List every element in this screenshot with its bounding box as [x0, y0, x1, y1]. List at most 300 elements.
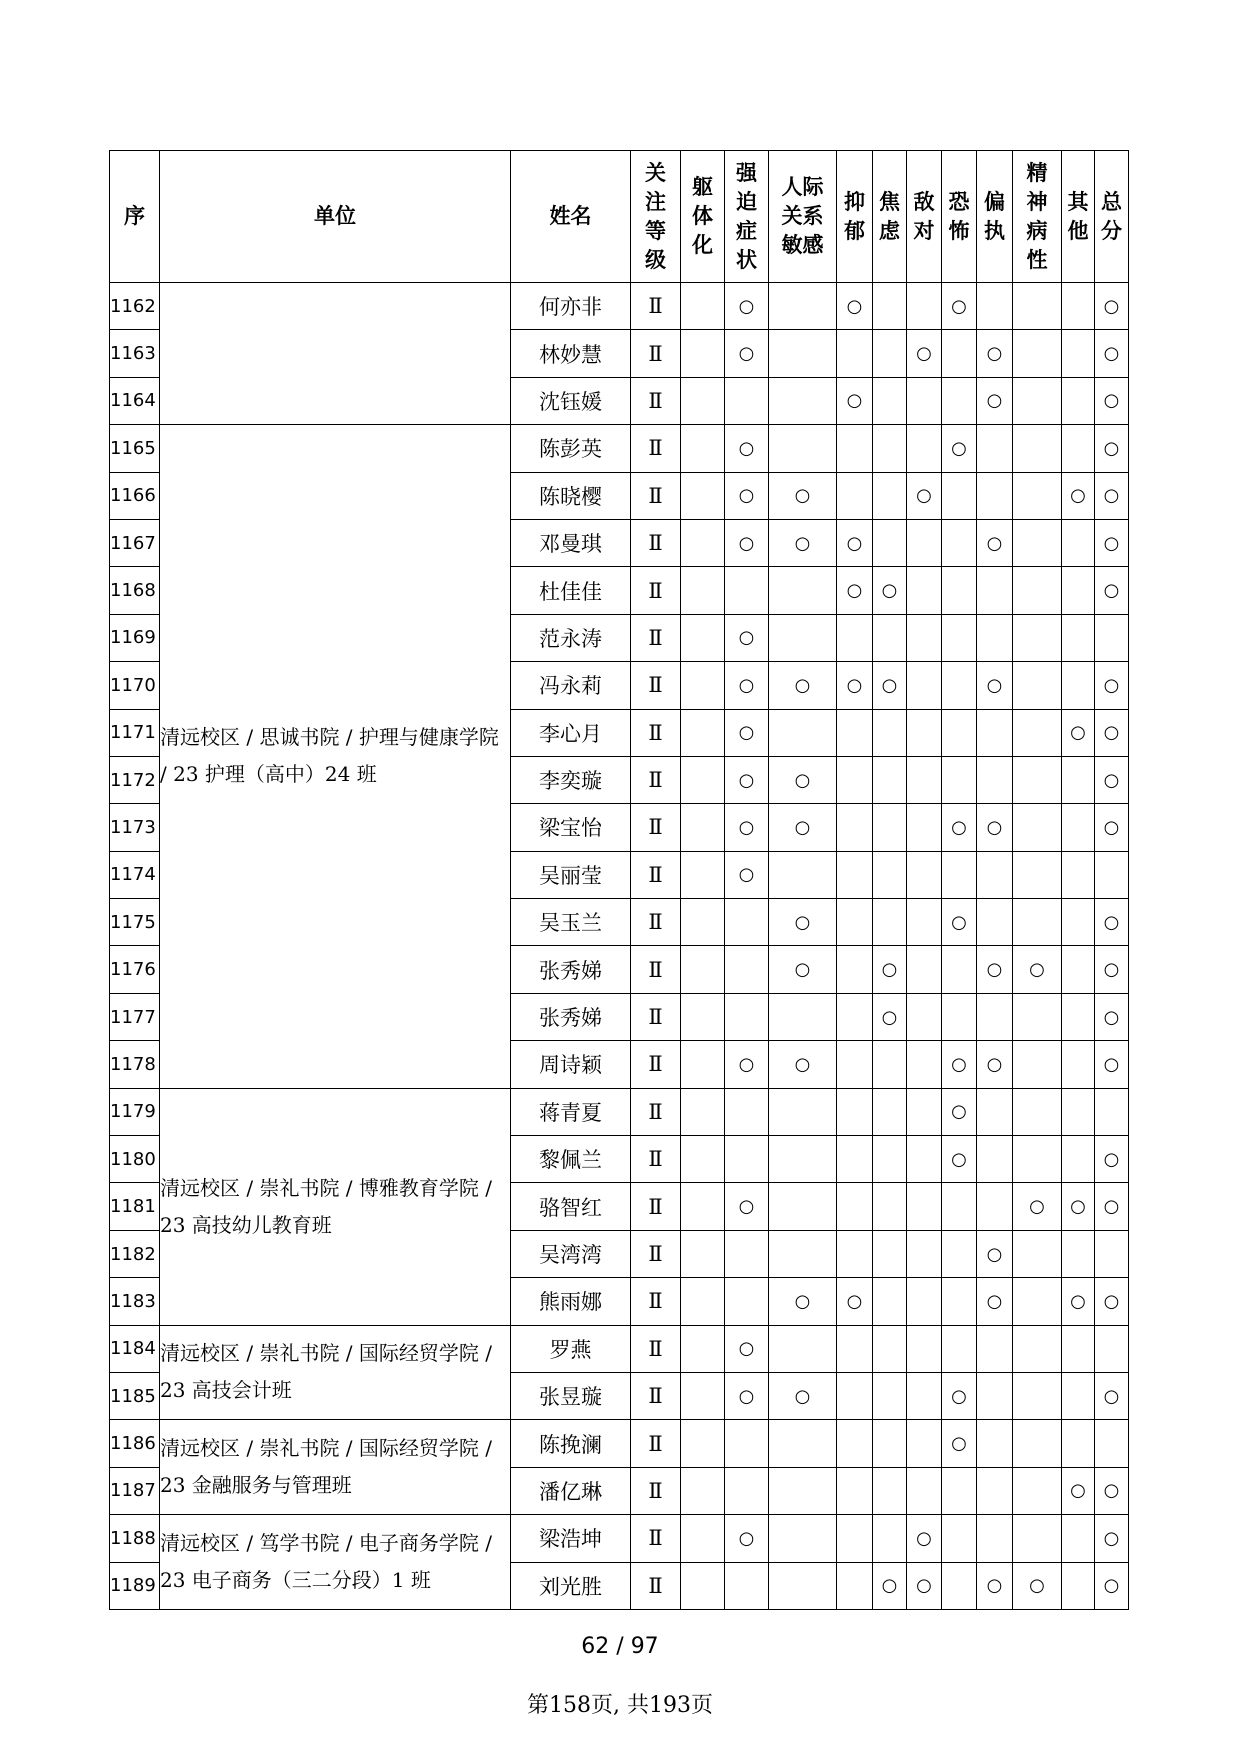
mark-interpersonal: ○ [769, 946, 837, 993]
mark-depression [837, 946, 873, 993]
col-header-phobia: 恐 怖 [942, 151, 977, 283]
row-level: Ⅱ [631, 709, 681, 756]
mark-other [1062, 377, 1095, 424]
mark-phobia: ○ [942, 1420, 977, 1467]
mark-paranoia [977, 283, 1013, 330]
mark-paranoia: ○ [977, 804, 1013, 851]
mark-depression [837, 851, 873, 898]
row-name: 张昱璇 [511, 1372, 631, 1419]
mark-anxiety [873, 804, 907, 851]
mark-depression: ○ [837, 1278, 873, 1325]
mark-somatization [681, 756, 725, 803]
mark-phobia [942, 614, 977, 661]
mark-obsessive: ○ [725, 804, 769, 851]
mark-somatization [681, 993, 725, 1040]
row-unit: 清远校区 / 思诚书院 / 护理与健康学院 / 23 护理（高中）24 班 [160, 425, 511, 1088]
mark-psychoticism [1013, 519, 1062, 566]
mark-psychoticism [1013, 614, 1062, 661]
mark-hostility: ○ [907, 1562, 942, 1609]
row-name: 梁浩坤 [511, 1515, 631, 1562]
mark-psychoticism [1013, 1325, 1062, 1372]
row-level: Ⅱ [631, 472, 681, 519]
mark-obsessive: ○ [725, 662, 769, 709]
mark-somatization [681, 1467, 725, 1514]
mark-anxiety: ○ [873, 567, 907, 614]
row-name: 罗燕 [511, 1325, 631, 1372]
mark-paranoia [977, 756, 1013, 803]
row-name: 陈挽澜 [511, 1420, 631, 1467]
col-header-seq: 序 [110, 151, 160, 283]
mark-paranoia [977, 425, 1013, 472]
row-unit: 清远校区 / 崇礼书院 / 国际经贸学院 / 23 高技会计班 [160, 1325, 511, 1420]
row-seq: 1180 [110, 1136, 160, 1183]
mark-obsessive: ○ [725, 283, 769, 330]
mark-obsessive: ○ [725, 709, 769, 756]
mark-paranoia [977, 1088, 1013, 1135]
mark-psychoticism [1013, 1372, 1062, 1419]
mark-anxiety [873, 1041, 907, 1088]
mark-other [1062, 993, 1095, 1040]
mark-interpersonal [769, 377, 837, 424]
mark-total: ○ [1095, 899, 1129, 946]
mark-interpersonal: ○ [769, 472, 837, 519]
mark-anxiety: ○ [873, 993, 907, 1040]
row-level: Ⅱ [631, 1088, 681, 1135]
mark-somatization [681, 1088, 725, 1135]
row-seq: 1168 [110, 567, 160, 614]
mark-total: ○ [1095, 377, 1129, 424]
mark-somatization [681, 1515, 725, 1562]
row-level: Ⅱ [631, 1515, 681, 1562]
mark-obsessive [725, 1562, 769, 1609]
mark-depression [837, 1562, 873, 1609]
row-name: 林妙慧 [511, 330, 631, 377]
mark-interpersonal: ○ [769, 662, 837, 709]
row-level: Ⅱ [631, 993, 681, 1040]
mark-phobia [942, 662, 977, 709]
mark-phobia [942, 851, 977, 898]
row-seq: 1174 [110, 851, 160, 898]
mark-hostility: ○ [907, 1515, 942, 1562]
mark-psychoticism [1013, 1136, 1062, 1183]
row-level: Ⅱ [631, 946, 681, 993]
mark-interpersonal [769, 709, 837, 756]
mark-somatization [681, 1372, 725, 1419]
mark-interpersonal [769, 851, 837, 898]
mark-interpersonal: ○ [769, 1041, 837, 1088]
col-header-level: 关 注 等 级 [631, 151, 681, 283]
mark-somatization [681, 709, 725, 756]
mark-obsessive: ○ [725, 425, 769, 472]
mark-depression: ○ [837, 283, 873, 330]
row-unit: 清远校区 / 崇礼书院 / 国际经贸学院 / 23 金融服务与管理班 [160, 1420, 511, 1515]
mark-psychoticism [1013, 1420, 1062, 1467]
mark-somatization [681, 567, 725, 614]
mark-other [1062, 425, 1095, 472]
mark-obsessive [725, 1088, 769, 1135]
mark-total: ○ [1095, 283, 1129, 330]
row-level: Ⅱ [631, 567, 681, 614]
mark-total [1095, 614, 1129, 661]
mark-paranoia: ○ [977, 330, 1013, 377]
mark-interpersonal [769, 1136, 837, 1183]
mark-interpersonal: ○ [769, 1278, 837, 1325]
row-seq: 1175 [110, 899, 160, 946]
mark-paranoia [977, 472, 1013, 519]
mark-somatization [681, 662, 725, 709]
mark-depression: ○ [837, 662, 873, 709]
mark-somatization [681, 1041, 725, 1088]
mark-total [1095, 1420, 1129, 1467]
mark-total: ○ [1095, 1515, 1129, 1562]
mark-depression [837, 1136, 873, 1183]
mark-obsessive [725, 899, 769, 946]
mark-anxiety [873, 377, 907, 424]
col-header-total: 总 分 [1095, 151, 1129, 283]
mark-phobia [942, 1278, 977, 1325]
mark-hostility [907, 1183, 942, 1230]
mark-other [1062, 851, 1095, 898]
row-seq: 1181 [110, 1183, 160, 1230]
mark-interpersonal [769, 1467, 837, 1514]
mark-depression [837, 1420, 873, 1467]
row-level: Ⅱ [631, 1420, 681, 1467]
mark-total: ○ [1095, 1562, 1129, 1609]
mark-obsessive: ○ [725, 472, 769, 519]
mark-interpersonal: ○ [769, 756, 837, 803]
row-seq: 1187 [110, 1467, 160, 1514]
row-level: Ⅱ [631, 377, 681, 424]
mark-total: ○ [1095, 1278, 1129, 1325]
mark-obsessive: ○ [725, 614, 769, 661]
mark-paranoia: ○ [977, 946, 1013, 993]
row-seq: 1185 [110, 1372, 160, 1419]
table-row [110, 1088, 1129, 1135]
row-seq: 1172 [110, 756, 160, 803]
mark-psychoticism: ○ [1013, 1183, 1062, 1230]
mark-paranoia: ○ [977, 1230, 1013, 1277]
mark-anxiety [873, 1372, 907, 1419]
mark-interpersonal [769, 283, 837, 330]
mark-depression [837, 330, 873, 377]
mark-interpersonal [769, 1183, 837, 1230]
mark-total: ○ [1095, 946, 1129, 993]
mark-hostility [907, 709, 942, 756]
mark-hostility: ○ [907, 330, 942, 377]
mark-anxiety [873, 330, 907, 377]
mark-total: ○ [1095, 756, 1129, 803]
mark-hostility [907, 851, 942, 898]
row-name: 梁宝怡 [511, 804, 631, 851]
row-level: Ⅱ [631, 283, 681, 330]
row-seq: 1167 [110, 519, 160, 566]
mark-paranoia [977, 899, 1013, 946]
mark-phobia: ○ [942, 1041, 977, 1088]
mark-other [1062, 946, 1095, 993]
mark-other [1062, 567, 1095, 614]
mark-paranoia [977, 1325, 1013, 1372]
mark-anxiety [873, 851, 907, 898]
mark-obsessive: ○ [725, 1515, 769, 1562]
mark-somatization [681, 946, 725, 993]
mark-phobia [942, 330, 977, 377]
mark-somatization [681, 377, 725, 424]
row-name: 吴丽莹 [511, 851, 631, 898]
mark-hostility [907, 567, 942, 614]
row-seq: 1177 [110, 993, 160, 1040]
row-name: 潘亿琳 [511, 1467, 631, 1514]
mark-somatization [681, 1562, 725, 1609]
header-row [110, 151, 1129, 283]
mark-phobia [942, 993, 977, 1040]
row-name: 骆智红 [511, 1183, 631, 1230]
mark-phobia: ○ [942, 283, 977, 330]
row-level: Ⅱ [631, 425, 681, 472]
mark-hostility [907, 425, 942, 472]
mark-psychoticism [1013, 662, 1062, 709]
mark-paranoia: ○ [977, 1562, 1013, 1609]
mark-somatization [681, 804, 725, 851]
mark-somatization [681, 519, 725, 566]
mark-total [1095, 1230, 1129, 1277]
row-name: 张秀娣 [511, 993, 631, 1040]
mark-other: ○ [1062, 472, 1095, 519]
mark-hostility [907, 1372, 942, 1419]
mark-hostility [907, 804, 942, 851]
mark-psychoticism [1013, 851, 1062, 898]
mark-phobia [942, 377, 977, 424]
col-header-obsessive: 强 迫 症 状 [725, 151, 769, 283]
row-level: Ⅱ [631, 1372, 681, 1419]
mark-paranoia [977, 1515, 1013, 1562]
mark-total: ○ [1095, 472, 1129, 519]
row-seq: 1188 [110, 1515, 160, 1562]
row-level: Ⅱ [631, 899, 681, 946]
mark-phobia [942, 756, 977, 803]
mark-depression [837, 425, 873, 472]
mark-depression [837, 756, 873, 803]
col-header-name: 姓名 [511, 151, 631, 283]
mark-somatization [681, 1325, 725, 1372]
mark-anxiety [873, 614, 907, 661]
row-unit: 清远校区 / 笃学书院 / 电子商务学院 / 23 电子商务（三二分段）1 班 [160, 1515, 511, 1610]
page-of-total: 第158页, 共193页 [527, 1693, 713, 1718]
mark-obsessive [725, 1467, 769, 1514]
row-level: Ⅱ [631, 1467, 681, 1514]
row-level: Ⅱ [631, 519, 681, 566]
row-name: 陈晓樱 [511, 472, 631, 519]
row-name: 沈钰媛 [511, 377, 631, 424]
mark-depression [837, 472, 873, 519]
mark-total [1095, 1088, 1129, 1135]
mark-obsessive: ○ [725, 851, 769, 898]
mark-depression: ○ [837, 519, 873, 566]
mark-somatization [681, 472, 725, 519]
row-level: Ⅱ [631, 804, 681, 851]
mark-anxiety [873, 1088, 907, 1135]
mark-total: ○ [1095, 993, 1129, 1040]
mark-total: ○ [1095, 1467, 1129, 1514]
mark-somatization [681, 283, 725, 330]
row-name: 杜佳佳 [511, 567, 631, 614]
mark-hostility [907, 1041, 942, 1088]
row-seq: 1182 [110, 1230, 160, 1277]
mark-phobia [942, 1562, 977, 1609]
row-level: Ⅱ [631, 662, 681, 709]
mark-hostility [907, 756, 942, 803]
mark-total: ○ [1095, 1136, 1129, 1183]
mark-total: ○ [1095, 425, 1129, 472]
col-header-other: 其 他 [1062, 151, 1095, 283]
mark-psychoticism [1013, 1041, 1062, 1088]
mark-other [1062, 283, 1095, 330]
mark-interpersonal [769, 425, 837, 472]
mark-paranoia: ○ [977, 377, 1013, 424]
mark-paranoia: ○ [977, 519, 1013, 566]
mark-interpersonal: ○ [769, 519, 837, 566]
row-level: Ⅱ [631, 1278, 681, 1325]
mark-anxiety [873, 709, 907, 756]
mark-somatization [681, 1420, 725, 1467]
row-seq: 1166 [110, 472, 160, 519]
mark-paranoia [977, 993, 1013, 1040]
row-seq: 1178 [110, 1041, 160, 1088]
row-name: 何亦非 [511, 283, 631, 330]
mark-interpersonal [769, 1325, 837, 1372]
mark-total: ○ [1095, 330, 1129, 377]
row-name: 吴玉兰 [511, 899, 631, 946]
mark-depression [837, 1230, 873, 1277]
mark-interpersonal [769, 1230, 837, 1277]
psych-screening-table [109, 150, 1129, 1610]
mark-other [1062, 1041, 1095, 1088]
mark-interpersonal: ○ [769, 899, 837, 946]
mark-other: ○ [1062, 1467, 1095, 1514]
mark-other [1062, 804, 1095, 851]
mark-interpersonal [769, 1420, 837, 1467]
mark-anxiety [873, 519, 907, 566]
mark-interpersonal [769, 1515, 837, 1562]
row-name: 范永涛 [511, 614, 631, 661]
mark-obsessive: ○ [725, 1183, 769, 1230]
row-seq: 1183 [110, 1278, 160, 1325]
mark-depression [837, 709, 873, 756]
mark-psychoticism [1013, 993, 1062, 1040]
row-level: Ⅱ [631, 614, 681, 661]
mark-other [1062, 1562, 1095, 1609]
mark-hostility [907, 377, 942, 424]
mark-depression: ○ [837, 377, 873, 424]
row-name: 张秀娣 [511, 946, 631, 993]
mark-phobia: ○ [942, 804, 977, 851]
mark-total: ○ [1095, 519, 1129, 566]
mark-depression [837, 614, 873, 661]
row-name: 李心月 [511, 709, 631, 756]
mark-anxiety: ○ [873, 1562, 907, 1609]
mark-interpersonal: ○ [769, 804, 837, 851]
mark-total [1095, 851, 1129, 898]
mark-total: ○ [1095, 567, 1129, 614]
mark-total: ○ [1095, 804, 1129, 851]
col-header-hostility: 敌 对 [907, 151, 942, 283]
mark-hostility [907, 1088, 942, 1135]
mark-depression [837, 1372, 873, 1419]
row-unit: 清远校区 / 崇礼书院 / 博雅教育学院 / 23 高技幼儿教育班 [160, 1088, 511, 1325]
mark-obsessive: ○ [725, 756, 769, 803]
row-name: 黎佩兰 [511, 1136, 631, 1183]
mark-total [1095, 1325, 1129, 1372]
mark-other [1062, 614, 1095, 661]
mark-psychoticism [1013, 756, 1062, 803]
mark-obsessive [725, 377, 769, 424]
row-unit [160, 283, 511, 425]
mark-psychoticism [1013, 1088, 1062, 1135]
mark-interpersonal [769, 567, 837, 614]
mark-somatization [681, 425, 725, 472]
row-seq: 1189 [110, 1562, 160, 1609]
mark-paranoia: ○ [977, 1041, 1013, 1088]
row-level: Ⅱ [631, 1183, 681, 1230]
mark-anxiety [873, 472, 907, 519]
mark-psychoticism [1013, 1278, 1062, 1325]
mark-paranoia [977, 614, 1013, 661]
table-row [110, 283, 1129, 330]
mark-psychoticism [1013, 377, 1062, 424]
mark-hostility [907, 1136, 942, 1183]
mark-obsessive [725, 1230, 769, 1277]
mark-anxiety [873, 1325, 907, 1372]
row-level: Ⅱ [631, 1325, 681, 1372]
mark-phobia: ○ [942, 899, 977, 946]
mark-somatization [681, 330, 725, 377]
mark-phobia [942, 1230, 977, 1277]
row-name: 周诗颖 [511, 1041, 631, 1088]
mark-paranoia: ○ [977, 1278, 1013, 1325]
mark-paranoia [977, 851, 1013, 898]
mark-obsessive [725, 1420, 769, 1467]
mark-anxiety: ○ [873, 662, 907, 709]
table-row [110, 425, 1129, 472]
mark-psychoticism [1013, 709, 1062, 756]
row-level: Ⅱ [631, 1136, 681, 1183]
mark-obsessive [725, 993, 769, 1040]
row-seq: 1170 [110, 662, 160, 709]
mark-other: ○ [1062, 1278, 1095, 1325]
mark-somatization [681, 1278, 725, 1325]
mark-depression [837, 993, 873, 1040]
mark-hostility [907, 1420, 942, 1467]
mark-anxiety [873, 899, 907, 946]
mark-somatization [681, 1230, 725, 1277]
mark-other [1062, 519, 1095, 566]
mark-hostility [907, 993, 942, 1040]
row-name: 蒋青夏 [511, 1088, 631, 1135]
mark-phobia [942, 519, 977, 566]
row-seq: 1184 [110, 1325, 160, 1372]
mark-hostility: ○ [907, 472, 942, 519]
col-header-paranoia: 偏 执 [977, 151, 1013, 283]
mark-psychoticism [1013, 1230, 1062, 1277]
table-row [110, 1420, 1129, 1467]
mark-psychoticism [1013, 804, 1062, 851]
mark-phobia [942, 709, 977, 756]
col-header-somatization: 躯 体 化 [681, 151, 725, 283]
row-level: Ⅱ [631, 756, 681, 803]
row-name: 李奕璇 [511, 756, 631, 803]
row-level: Ⅱ [631, 1230, 681, 1277]
mark-total: ○ [1095, 1183, 1129, 1230]
mark-psychoticism [1013, 425, 1062, 472]
